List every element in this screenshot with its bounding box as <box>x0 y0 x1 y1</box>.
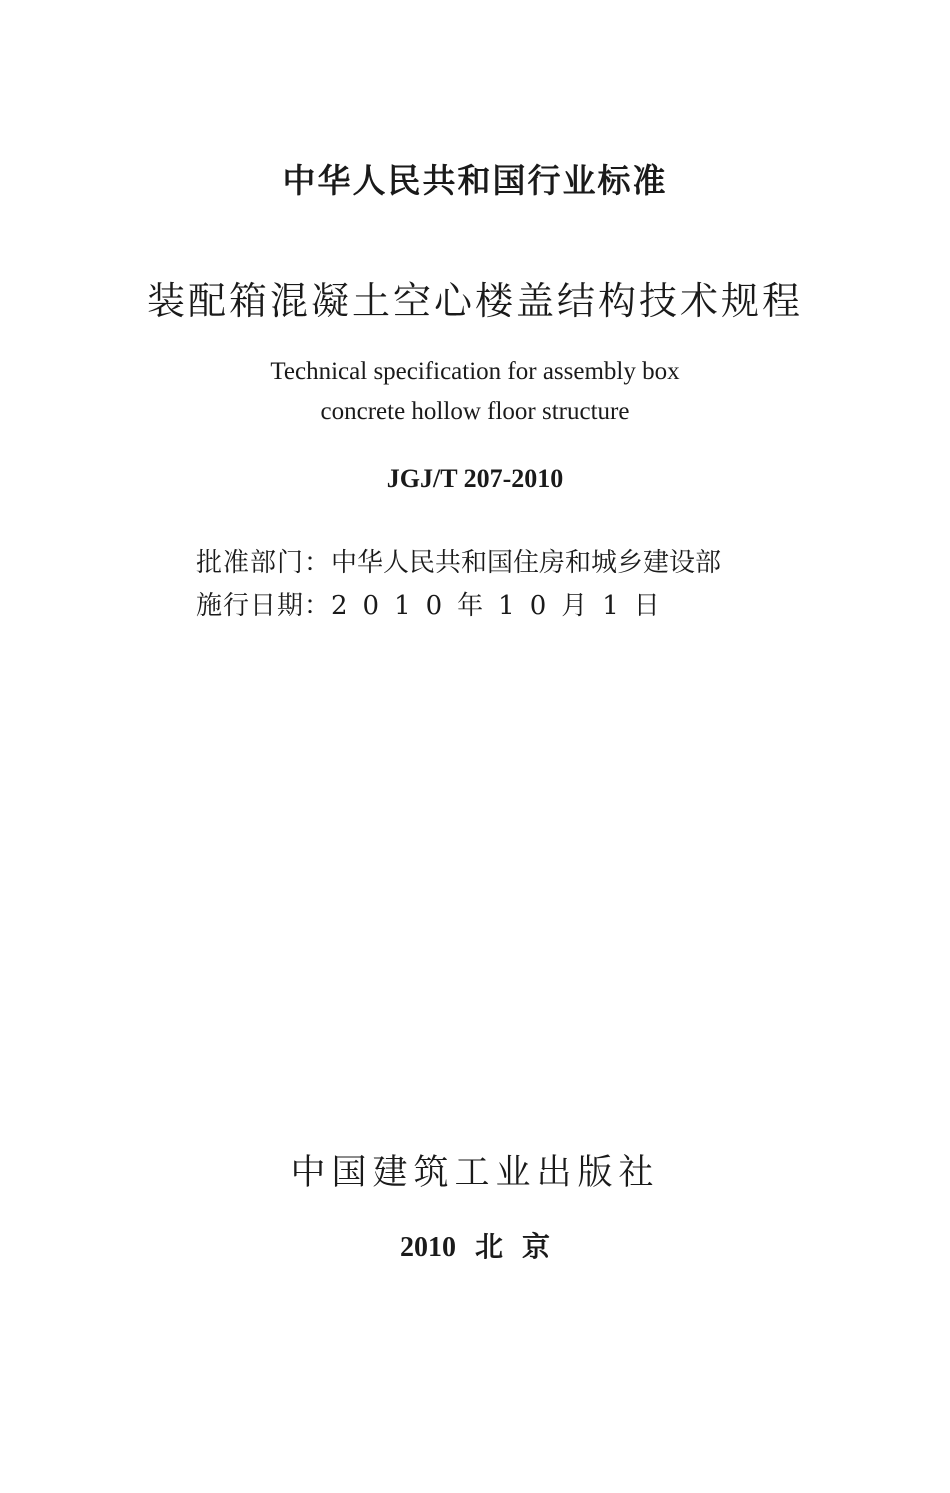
approval-department <box>196 542 721 579</box>
effective-date-label: 施行日期： <box>196 591 332 621</box>
approval-label: 批准部门： <box>196 548 332 578</box>
standard-code: JGJ/T 207-2010 <box>386 464 564 493</box>
english-title-line-1: Technical specification for assembly box <box>270 358 680 385</box>
publisher-name: 中国建筑工业出版社 <box>290 1153 660 1193</box>
english-title-line-2: concrete hollow floor structure <box>320 398 630 425</box>
publication-year-place: 2010 北 京 <box>399 1232 550 1263</box>
standard-category: 中华人民共和国行业标准 <box>282 161 668 200</box>
effective-date-value: 2010年10月1日 <box>331 591 675 621</box>
approval-value: 中华人民共和国住房和城乡建设部 <box>331 548 722 578</box>
document-title-chinese: 装配箱混凝土空心楼盖结构技术规程 <box>146 279 803 323</box>
document-title-english <box>0 352 950 432</box>
effective-date <box>196 585 675 622</box>
